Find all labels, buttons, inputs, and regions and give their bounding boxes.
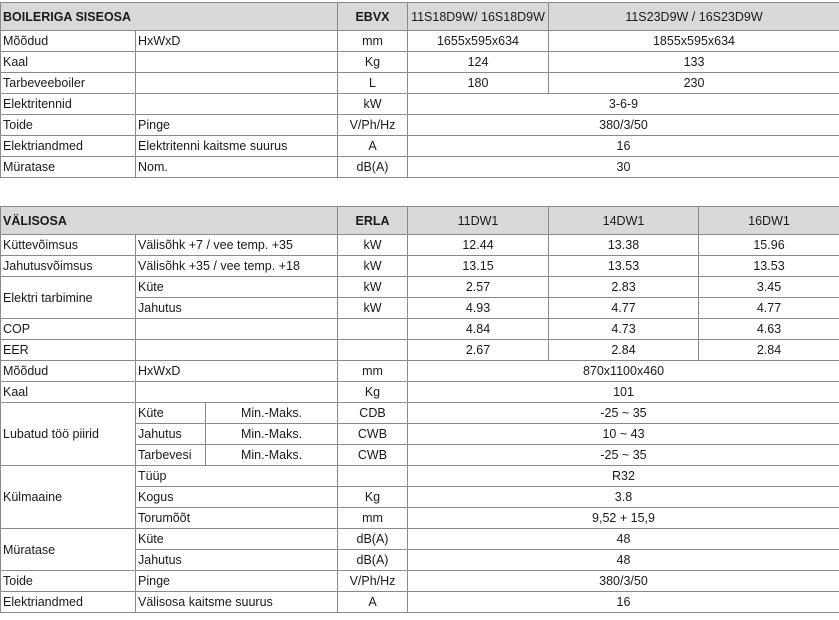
row-sublabel: Pinge [136,571,338,592]
row-value: 2.84 [549,340,699,361]
row-value: 2.84 [699,340,839,361]
table-row [1,319,839,340]
row-unit: Kg [338,487,408,508]
row-label: Elektriandmed [1,592,136,613]
row-value: 133 [549,52,839,73]
row-value: -25 ~ 35 [408,445,839,466]
row-sublabel: Välisosa kaitsme suurus [136,592,338,613]
table-row [1,340,839,361]
table-row [1,256,839,277]
row-unit: dB(A) [338,157,408,178]
row-value: 1655x595x634 [408,31,549,52]
row-sublabel: Tüüp [136,466,338,487]
row-sublabel: HxWxD [136,361,338,382]
row-label: Jahutusvõimsus [1,256,136,277]
table-row [1,403,839,424]
row-value: 3.45 [699,277,839,298]
row-unit: CDB [338,403,408,424]
model-code: EBVX [338,3,408,31]
row-sublabel: Välisõhk +7 / vee temp. +35 [136,235,338,256]
row-label: COP [1,319,136,340]
row-label: Müratase [1,529,136,571]
row-value: 101 [408,382,839,403]
row-value: 10 ~ 43 [408,424,839,445]
row-value: 230 [549,73,839,94]
row-sublabel: Torumõõt [136,508,338,529]
row-unit: L [338,73,408,94]
table-row [1,94,839,115]
row-value: 870x1100x460 [408,361,839,382]
row-value: 2.67 [408,340,549,361]
variant-header: 14DW1 [549,207,699,235]
row-value: 2.83 [549,277,699,298]
row-value: 13.15 [408,256,549,277]
row-unit: A [338,592,408,613]
outdoor-unit-spec-table [0,206,839,613]
table-row [1,52,839,73]
row-value: 13.38 [549,235,699,256]
row-unit: mm [338,31,408,52]
variant-header: 11DW1 [408,207,549,235]
table-row [1,382,839,403]
row-unit: kW [338,256,408,277]
row-label: Mõõdud [1,361,136,382]
row-sublabel [136,73,338,94]
row-unit [338,340,408,361]
row-value: 180 [408,73,549,94]
row-sublabel [136,52,338,73]
table-row [1,73,839,94]
section-title: VÄLISOSA [1,207,338,235]
row-unit: mm [338,508,408,529]
row-value: 4.93 [408,298,549,319]
row-unit: dB(A) [338,529,408,550]
row-value: 3.8 [408,487,839,508]
row-label: Kaal [1,382,136,403]
row-sublabel: Küte [136,529,338,550]
table-row [1,157,839,178]
row-sublabel [136,382,338,403]
row-value: 3-6-9 [408,94,839,115]
row-sublabel: Välisõhk +35 / vee temp. +18 [136,256,338,277]
row-label: Külmaaine [1,466,136,529]
row-label: Elektritennid [1,94,136,115]
row-label: Elektriandmed [1,136,136,157]
row-sublabel: Pinge [136,115,338,136]
row-value: 30 [408,157,839,178]
row-sublabel: HxWxD [136,31,338,52]
row-range-label: Min.-Maks. [206,403,338,424]
row-sublabel: Elektritenni kaitsme suurus [136,136,338,157]
row-sublabel: Küte [136,403,206,424]
row-range-label: Min.-Maks. [206,424,338,445]
row-unit: V/Ph/Hz [338,115,408,136]
row-unit: Kg [338,52,408,73]
row-label: Müratase [1,157,136,178]
row-sublabel: Nom. [136,157,338,178]
indoor-unit-spec-table [0,2,839,178]
row-label: Toide [1,115,136,136]
row-sublabel [136,94,338,115]
variant-header: 16DW1 [699,207,839,235]
row-sublabel: Tarbevesi [136,445,206,466]
table-row [1,277,839,298]
row-unit: A [338,136,408,157]
row-label: Küttevõimsus [1,235,136,256]
variant-header: 11S18D9W/ 16S18D9W [408,3,549,31]
row-value: 124 [408,52,549,73]
variant-header: 11S23D9W / 16S23D9W [549,3,839,31]
row-sublabel: Jahutus [136,424,206,445]
row-label: Kaal [1,52,136,73]
table-row [1,529,839,550]
row-value: R32 [408,466,839,487]
row-label: EER [1,340,136,361]
row-unit: mm [338,361,408,382]
row-sublabel: Kogus [136,487,338,508]
row-unit: kW [338,94,408,115]
row-value: 16 [408,136,839,157]
row-unit: kW [338,235,408,256]
row-label: Tarbeveeboiler [1,73,136,94]
row-value: 380/3/50 [408,115,839,136]
table-row [1,571,839,592]
row-value: 48 [408,529,839,550]
table-row [1,235,839,256]
row-value: 16 [408,592,839,613]
row-value: 48 [408,550,839,571]
row-value: 2.57 [408,277,549,298]
row-value: 4.77 [549,298,699,319]
table-row [1,361,839,382]
row-label: Elektri tarbimine [1,277,136,319]
row-sublabel: Jahutus [136,550,338,571]
table-row [1,592,839,613]
row-value: 1855x595x634 [549,31,839,52]
table-header-row [1,207,839,235]
row-unit: kW [338,298,408,319]
row-value: -25 ~ 35 [408,403,839,424]
row-value: 13.53 [699,256,839,277]
row-unit: dB(A) [338,550,408,571]
row-value: 4.77 [699,298,839,319]
row-unit: Kg [338,382,408,403]
row-sublabel [136,340,338,361]
row-unit [338,319,408,340]
row-value: 4.63 [699,319,839,340]
row-value: 15.96 [699,235,839,256]
row-label: Mõõdud [1,31,136,52]
table-row [1,466,839,487]
row-unit: kW [338,277,408,298]
row-unit [338,466,408,487]
row-sublabel: Jahutus [136,298,338,319]
row-unit: CWB [338,445,408,466]
model-code: ERLA [338,207,408,235]
row-value: 4.73 [549,319,699,340]
row-value: 13.53 [549,256,699,277]
table-row [1,115,839,136]
row-sublabel [136,319,338,340]
row-label: Toide [1,571,136,592]
row-value: 380/3/50 [408,571,839,592]
row-sublabel: Küte [136,277,338,298]
table-header-row [1,3,839,31]
row-value: 4.84 [408,319,549,340]
table-row [1,136,839,157]
row-value: 12.44 [408,235,549,256]
row-label: Lubatud töö piirid [1,403,136,466]
row-range-label: Min.-Maks. [206,445,338,466]
section-title: BOILERIGA SISEOSA [1,3,338,31]
row-value: 9,52 + 15,9 [408,508,839,529]
table-row [1,31,839,52]
row-unit: CWB [338,424,408,445]
row-unit: V/Ph/Hz [338,571,408,592]
